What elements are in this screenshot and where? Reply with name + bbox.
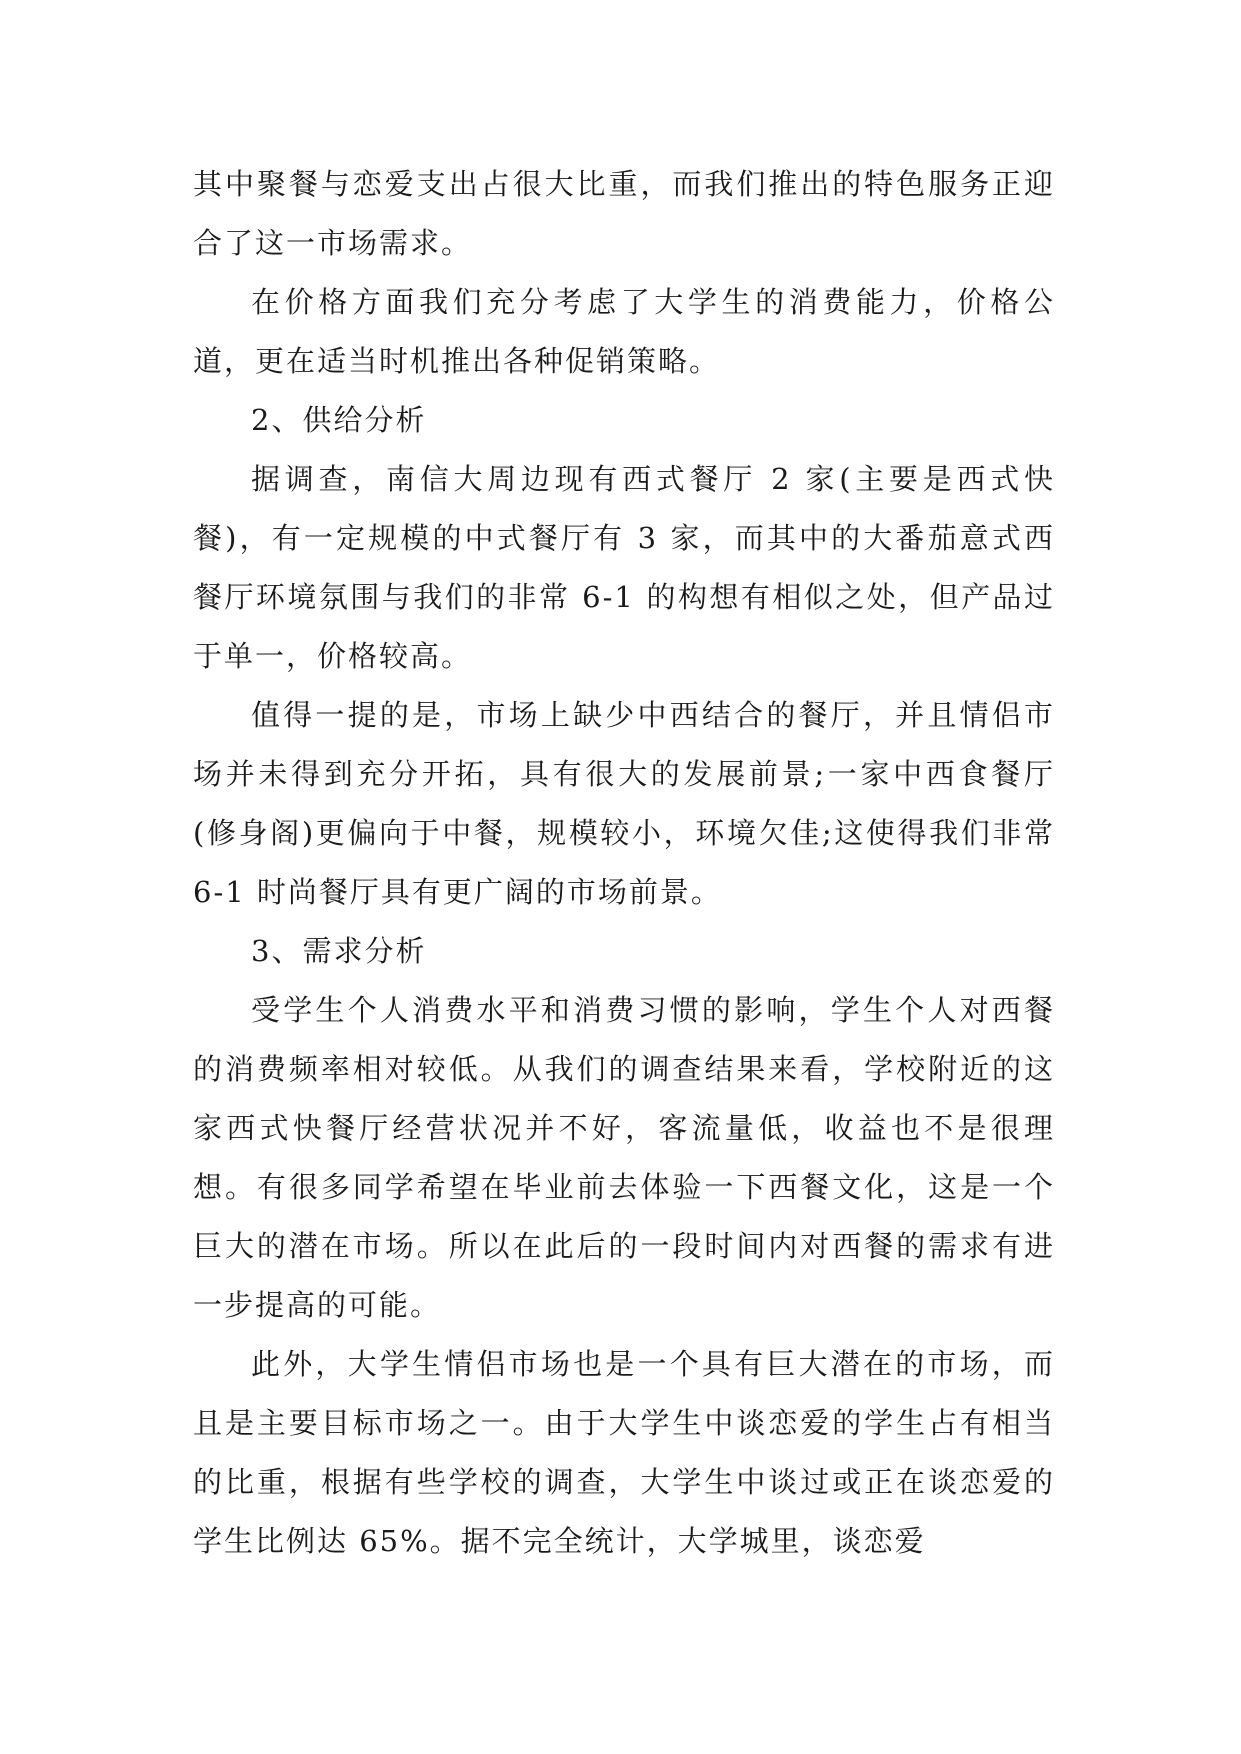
paragraph: 在价格方面我们充分考虑了大学生的消费能力，价格公道，更在适当时机推出各种促销策略。 [193,285,1055,378]
paragraph: 据调查，南信大周边现有西式餐厅 2 家(主要是西式快餐)，有一定规模的中式餐厅有 3 家，而其中的大番茄意式西餐厅环境氛围与我们的非常 6-1 的构想有相似之处，但产品过于单一，价格较高。 [193,462,1055,673]
paragraph: 此外，大学生情侣市场也是一个具有巨大潜在的市场，而且是主要目标市场之一。由于大学生中谈恋爱的学生占有相当的比重，根据有些学校的调查，大学生中谈过或正在谈恋爱的学生比例达 65%。据不完全统计，大学城里，谈恋爱 [193,1347,1055,1558]
document-body [193,155,1055,1571]
paragraph: 受学生个人消费水平和消费习惯的影响，学生个人对西餐的消费频率相对较低。从我们的调查结果来看，学校附近的这家西式快餐厅经营状况并不好，客流量低，收益也不是很理想。有很多同学希望在毕业前去体验一下西餐文化，这是一个巨大的潜在市场。所以在此后的一段时间内对西餐的需求有进一步提高的可能。 [193,993,1055,1322]
section-heading: 3、需求分析 [251,934,427,968]
section-heading: 2、供给分析 [251,403,427,437]
paragraph: 其中聚餐与恋爱支出占很大比重，而我们推出的特色服务正迎合了这一市场需求。 [193,167,1055,260]
paragraph: 值得一提的是，市场上缺少中西结合的餐厅，并且情侣市场并未得到充分开拓，具有很大的发展前景;一家中西食餐厅(修身阁)更偏向于中餐，规模较小，环境欠佳;这使得我们非常 6-1 时尚餐厅具有更广阔的市场前景。 [193,698,1055,909]
